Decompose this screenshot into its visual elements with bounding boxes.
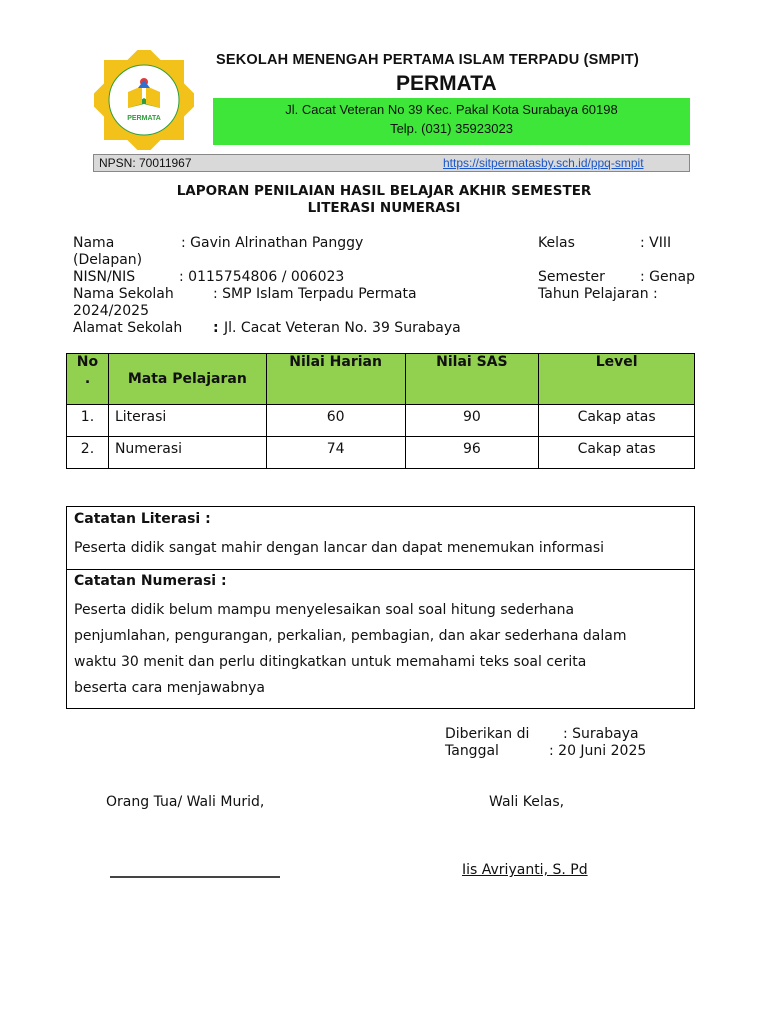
header-daily-label: Nilai Harian [289,354,382,370]
date-value: : 20 Juni 2025 [549,743,647,759]
school-address: Jl. Cacat Veteran No 39 Kec. Pakal Kota Surabaya 60198 [285,102,618,117]
place-label: Diberikan di [445,726,530,742]
address-colon: : [213,320,219,336]
numeracy-note-line: Peserta didik belum mampu menyelesaikan soal soal hitung sederhana [74,602,575,618]
class-value: : VIII [640,235,672,251]
row-no: 1. [67,405,109,437]
row-level: Cakap atas [539,437,695,469]
school-phone: Telp. (031) 35923023 [390,121,513,136]
school-short-name: PERMATA [396,72,497,95]
row-daily: 60 [266,405,405,437]
semester-label: Semester [538,269,605,285]
row-subject: Literasi [108,405,266,437]
header-sas-label: Nilai SAS [436,354,508,370]
table-row [67,405,695,437]
row-no: 2. [67,437,109,469]
table-header-row [67,354,695,405]
header-daily [266,354,405,405]
notes-divider [67,569,694,570]
school-value: : SMP Islam Terpadu Permata [213,286,417,302]
name-value: : Gavin Alrinathan Panggy [181,235,364,251]
header-sas [405,354,539,405]
school-label: Nama Sekolah [73,286,174,302]
header-subject [108,354,266,405]
notes-box [66,506,695,709]
grades-table [66,353,695,469]
address-label: Alamat Sekolah [73,320,183,336]
nisn-value: : 0115754806 / 006023 [179,269,345,285]
date-label: Tanggal [445,743,499,759]
year-value: 2024/2025 [73,303,149,319]
school-logo [94,50,194,150]
logo-text: PERMATA [127,115,161,122]
name-label: Nama [73,235,115,251]
table-row [67,437,695,469]
literacy-note-label: Catatan Literasi : [74,511,211,527]
row-level: Cakap atas [539,405,695,437]
place-value: : Surabaya [563,726,639,742]
numeracy-note-line: waktu 30 menit dan perlu ditingkatkan untuk memahami teks soal cerita [74,654,587,670]
teacher-name: Iis Avriyanti, S. Pd [462,862,588,878]
school-name: SEKOLAH MENENGAH PERTAMA ISLAM TERPADU (SMPIT) [216,52,639,68]
numeracy-note-label: Catatan Numerasi : [74,573,227,589]
parent-signature-label: Orang Tua/ Wali Murid, [106,794,265,810]
row-daily: 74 [266,437,405,469]
literacy-note-text: Peserta didik sangat mahir dengan lancar dan dapat menemukan informasi [74,540,605,556]
header-no-line1: No [76,354,99,370]
numeracy-note-line: beserta cara menjawabnya [74,680,265,696]
row-subject: Numerasi [108,437,266,469]
report-subtitle: LITERASI NUMERASI [307,200,461,216]
semester-value: : Genap [640,269,695,285]
header-level-label: Level [595,354,638,370]
class-label: Kelas [538,235,575,251]
teacher-signature-label: Wali Kelas, [489,794,565,810]
header-level [539,354,695,405]
parent-signature-line [110,876,280,878]
nisn-label: NISN/NIS [73,269,136,285]
header-no [67,354,109,405]
report-title: LAPORAN PENILAIAN HASIL BELAJAR AKHIR SEMESTER [176,183,592,199]
npsn-text: NPSN: 70011967 [99,156,192,170]
row-sas: 90 [405,405,539,437]
website-link[interactable]: https://sitpermatasby.sch.id/ppq-smpit [443,156,644,170]
header-no-line2: . [84,371,91,387]
header-subject-label: Mata Pelajaran [127,371,247,387]
numeracy-note-line: penjumlahan, pengurangan, perkalian, pembagian, dan akar sederhana dalam [74,628,627,644]
row-sas: 96 [405,437,539,469]
class-value-continued: (Delapan) [73,252,143,268]
address-value: Jl. Cacat Veteran No. 39 Surabaya [224,320,461,336]
year-label: Tahun Pelajaran : [538,286,658,302]
